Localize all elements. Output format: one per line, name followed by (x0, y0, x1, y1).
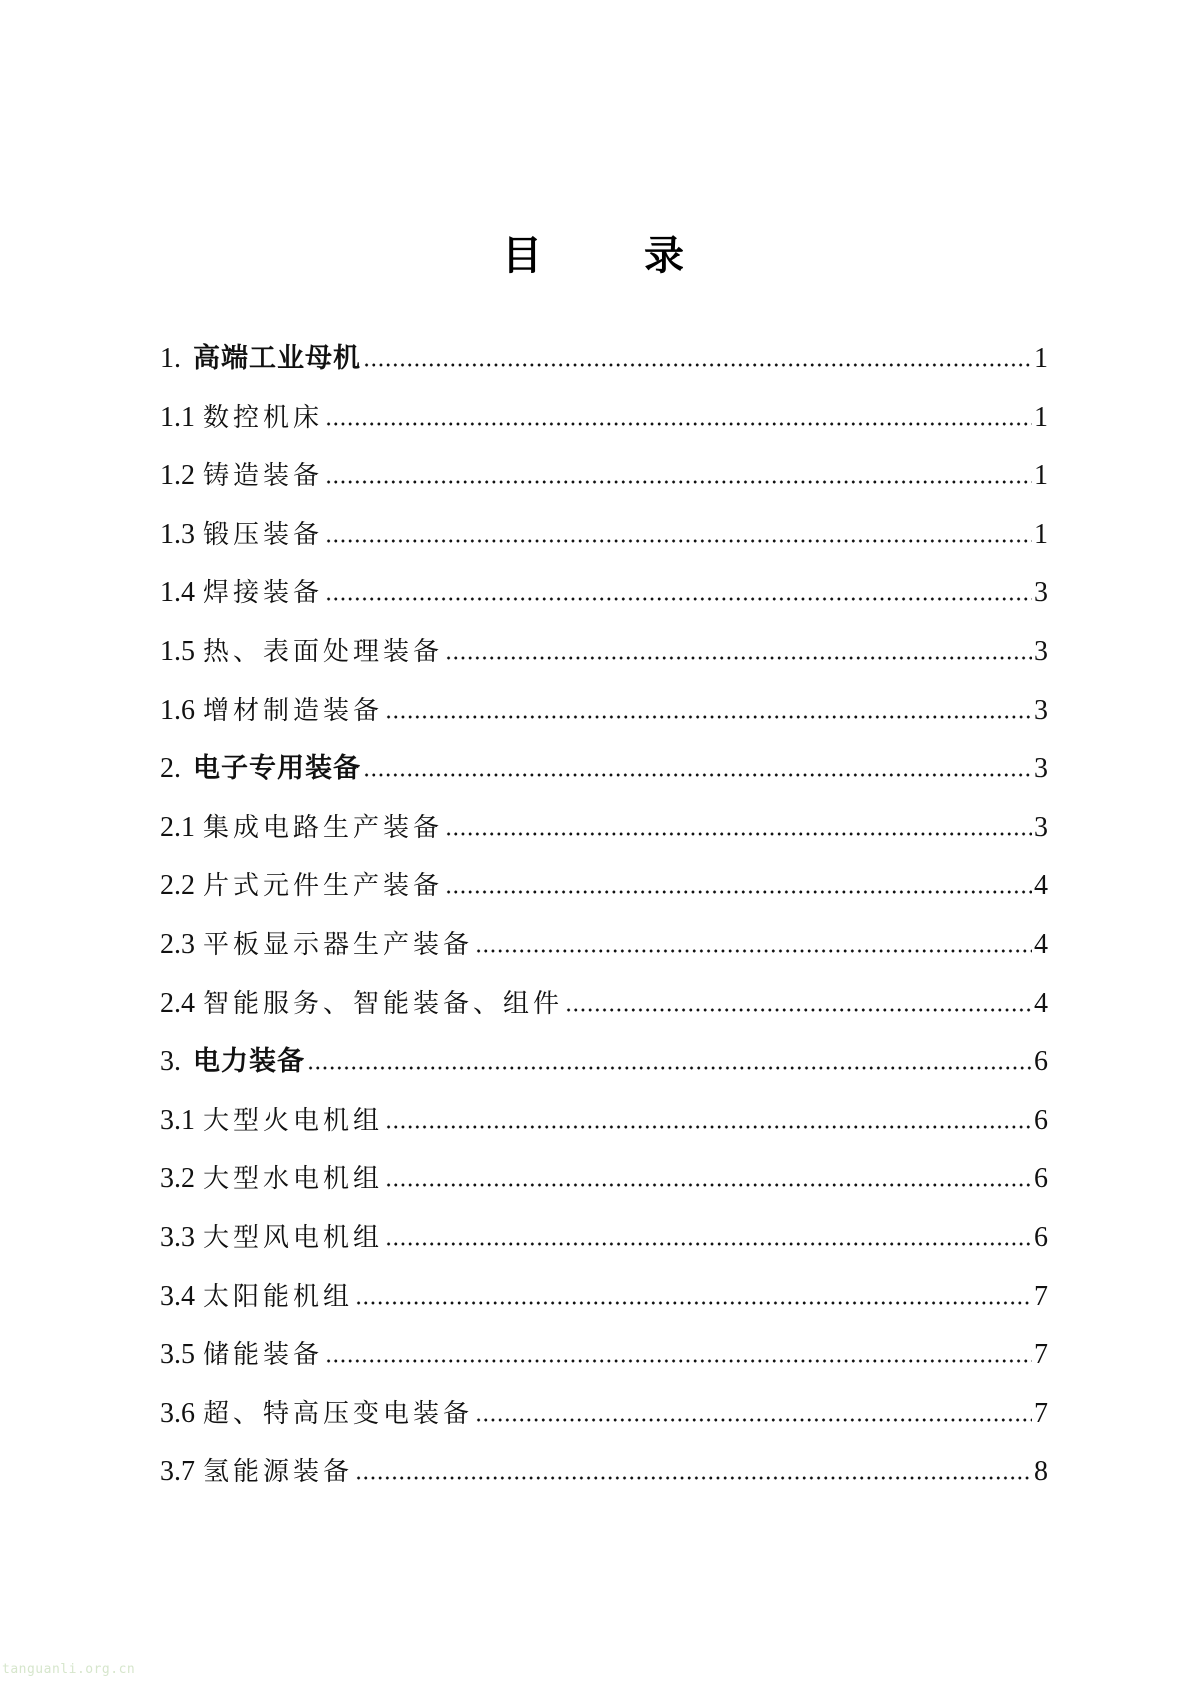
dot-leader (355, 1476, 1032, 1480)
toc-entry-number: 3.6 (160, 1397, 195, 1429)
toc-entry-number: 1. (160, 343, 181, 374)
toc-entry[interactable] (160, 1216, 1048, 1275)
toc-entry-title: 热、表面处理装备 (203, 636, 444, 667)
toc-entry-title: 大型风电机组 (203, 1222, 384, 1253)
dot-leader (385, 1125, 1032, 1129)
toc-entry-number: 2. (160, 753, 181, 785)
toc-entry-number: 1.4 (160, 577, 195, 609)
toc-entry[interactable] (160, 806, 1048, 865)
toc-entry-page: 3 (1034, 811, 1048, 843)
dot-leader (445, 656, 1032, 660)
toc-entry-number: 2.2 (160, 870, 195, 902)
toc-title: 目 录 (502, 231, 728, 279)
toc-entry-title: 智能服务、智能装备、组件 (203, 988, 564, 1019)
toc-entry-title: 大型火电机组 (203, 1105, 384, 1136)
dot-leader (325, 597, 1032, 601)
toc-entry-page: 1 (1034, 343, 1048, 374)
toc-entry-title: 电子专用装备 (193, 753, 361, 785)
toc-entry-title: 大型水电机组 (203, 1164, 384, 1195)
toc-entry-page: 6 (1034, 1221, 1048, 1253)
toc-entry[interactable] (160, 982, 1048, 1041)
toc-entry-page: 4 (1034, 928, 1048, 960)
watermark: tanguanli.org.cn (2, 1662, 136, 1677)
toc-entry-page: 3 (1034, 694, 1048, 726)
toc-entry-number: 1.2 (160, 460, 195, 492)
dot-leader (325, 1359, 1032, 1363)
toc-entry-number: 3.4 (160, 1280, 195, 1312)
dot-leader (385, 1183, 1032, 1187)
toc-entry-title: 平板显示器生产装备 (203, 929, 474, 960)
toc-entry-page: 1 (1034, 460, 1048, 492)
dot-leader (363, 363, 1032, 367)
toc-entry-title: 高端工业母机 (193, 343, 361, 374)
toc-entry-number: 3.5 (160, 1339, 195, 1371)
toc-entry[interactable] (160, 864, 1048, 923)
toc-entry-page: 7 (1034, 1339, 1048, 1371)
toc-entry[interactable] (160, 337, 1048, 396)
dot-leader (445, 832, 1032, 836)
toc-entry[interactable] (160, 513, 1048, 572)
dot-leader (325, 422, 1032, 426)
dot-leader (445, 890, 1032, 894)
toc-entry[interactable] (160, 689, 1048, 748)
toc-entry-title: 锻压装备 (203, 519, 324, 550)
toc-entry-title: 集成电路生产装备 (203, 812, 444, 843)
toc-entry[interactable] (160, 1157, 1048, 1216)
toc-entry-number: 3.2 (160, 1163, 195, 1195)
toc-entry-page: 6 (1034, 1046, 1048, 1078)
toc-entry-number: 3. (160, 1046, 181, 1078)
toc-entry-title: 太阳能机组 (203, 1281, 354, 1312)
toc-entry[interactable] (160, 1040, 1048, 1099)
dot-leader (385, 1242, 1032, 1246)
toc-entry-title: 电力装备 (193, 1046, 305, 1078)
toc-entry-title: 片式元件生产装备 (203, 871, 444, 902)
dot-leader (385, 715, 1032, 719)
toc-entry-number: 2.1 (160, 811, 195, 843)
toc-entry[interactable] (160, 1450, 1048, 1509)
toc-entry[interactable] (160, 923, 1048, 982)
toc-entry-page: 1 (1034, 518, 1048, 550)
toc-entry-number: 1.3 (160, 518, 195, 550)
toc-entry[interactable] (160, 1275, 1048, 1334)
toc-entry[interactable] (160, 1099, 1048, 1158)
toc-entry-number: 3.3 (160, 1221, 195, 1253)
toc-entry-title: 焊接装备 (203, 578, 324, 609)
toc-entry-number: 1.6 (160, 694, 195, 726)
dot-leader (325, 539, 1032, 543)
toc-entry[interactable] (160, 1392, 1048, 1451)
dot-leader (363, 773, 1032, 777)
toc-entry-page: 4 (1034, 987, 1048, 1019)
toc-entry-title: 超、特高压变电装备 (203, 1398, 474, 1429)
toc-entry[interactable] (160, 1333, 1048, 1392)
toc-entry-page: 3 (1034, 635, 1048, 667)
toc-entry-number: 1.1 (160, 401, 195, 433)
toc-entry-page: 7 (1034, 1280, 1048, 1312)
dot-leader (325, 480, 1032, 484)
toc-entry-page: 1 (1034, 401, 1048, 433)
dot-leader (475, 1418, 1032, 1422)
toc-entry-page: 3 (1034, 753, 1048, 785)
toc-entry-number: 1.5 (160, 635, 195, 667)
toc-entry-title: 数控机床 (203, 402, 324, 433)
toc-entry-title: 铸造装备 (203, 461, 324, 492)
dot-leader (355, 1301, 1032, 1305)
toc-entry-number: 3.7 (160, 1456, 195, 1488)
dot-leader (307, 1066, 1032, 1070)
toc-entry-page: 4 (1034, 870, 1048, 902)
toc-entry[interactable] (160, 747, 1048, 806)
toc-entry-title: 增材制造装备 (203, 695, 384, 726)
toc-entry[interactable] (160, 396, 1048, 455)
toc-entry-page: 6 (1034, 1163, 1048, 1195)
toc-entry-page: 8 (1034, 1456, 1048, 1488)
toc-entry-page: 3 (1034, 577, 1048, 609)
toc-entry[interactable] (160, 454, 1048, 513)
toc-entry[interactable] (160, 630, 1048, 689)
dot-leader (475, 949, 1032, 953)
toc-entry-number: 2.4 (160, 987, 195, 1019)
table-of-contents (160, 337, 1048, 1509)
toc-entry-number: 2.3 (160, 928, 195, 960)
toc-entry-title: 氢能源装备 (203, 1457, 354, 1488)
dot-leader (565, 1008, 1032, 1012)
toc-entry[interactable] (160, 571, 1048, 630)
toc-entry-page: 6 (1034, 1104, 1048, 1136)
toc-entry-title: 储能装备 (203, 1340, 324, 1371)
toc-entry-number: 3.1 (160, 1104, 195, 1136)
toc-entry-page: 7 (1034, 1397, 1048, 1429)
